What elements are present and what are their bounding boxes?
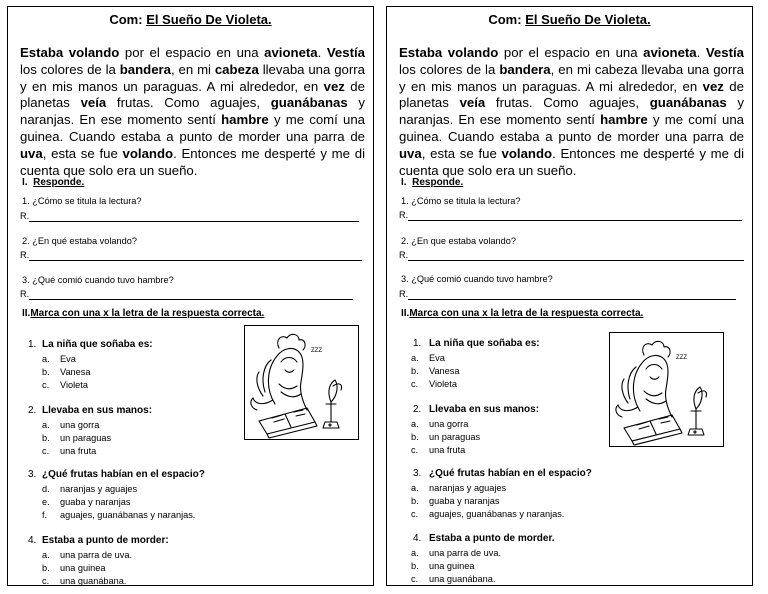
story-keyword: guanábanas (649, 95, 727, 111)
answer-line-1[interactable] (408, 220, 742, 221)
mc-option-letter: a. (42, 550, 50, 560)
title-text: El Sueño De Violeta. (525, 12, 651, 27)
mc-option-text: guaba y naranjas (429, 495, 500, 506)
mc-question-number: 4. (28, 535, 37, 546)
mc-question-number: 2. (413, 404, 422, 415)
mc-option-text: una gorra (429, 419, 469, 429)
mc-option-text: Vanesa (60, 366, 91, 377)
mc-question-4 (413, 533, 555, 544)
sleeping-girl-drawing (245, 326, 358, 439)
answer-label: R. (20, 250, 30, 260)
question-text: ¿Qué comió cuando tuvo hambre? (29, 275, 174, 285)
section-1-heading (22, 177, 84, 188)
section-2-number: II. (401, 308, 410, 319)
mc-option-text: una fruta (60, 445, 97, 456)
mc-option-letter: c. (411, 444, 419, 455)
story-keyword: uva (20, 145, 43, 161)
section-1-number: I. (22, 177, 28, 188)
mc-option-letter: b. (411, 560, 419, 571)
mc-option[interactable] (42, 575, 132, 588)
mc-options (411, 418, 480, 456)
mc-option-letter: a. (411, 483, 419, 493)
mc-option-text: una guinea (429, 560, 475, 571)
title-prefix: Com: (109, 12, 147, 27)
question-text: ¿Cómo se titula la lectura? (408, 196, 521, 206)
mc-option-text: Violeta (429, 378, 457, 389)
mc-option-text: una parra de uva. (429, 548, 502, 558)
question-number: 2. (22, 236, 30, 246)
mc-option-letter: c. (42, 379, 50, 390)
mc-option-text: guaba y naranjas (60, 496, 131, 507)
story-text: y naranjas. En ese momento sentí (399, 95, 744, 128)
mc-question-number: 1. (28, 339, 37, 350)
question-number: 1. (22, 196, 30, 206)
section-1-label: Responde. (33, 177, 85, 188)
section-2-label: Marca con una x la letra de la respuesta correcta. (30, 308, 265, 319)
question-text: ¿Cómo se titula la lectura? (29, 196, 142, 206)
sleeping-girl-illustration (609, 332, 724, 447)
mc-option-letter: a. (42, 420, 50, 430)
story-text: . Entonces me desperté y me di cuenta que solo era un sueño. (399, 145, 744, 178)
answer-label: R. (399, 289, 409, 299)
story-keyword: bandera (499, 61, 551, 77)
mc-option-text: Vanesa (429, 365, 460, 376)
mc-option[interactable] (411, 573, 501, 586)
mc-option-text: una fruta (429, 444, 466, 455)
story-keyword: hambre (221, 112, 269, 128)
mc-option-text: naranjas y aguajes (429, 483, 507, 493)
story-text: . (317, 45, 327, 60)
mc-question-2 (413, 404, 539, 415)
story-text: los colores de la (399, 61, 500, 77)
mc-option-letter: c. (42, 445, 50, 456)
mc-option[interactable] (411, 495, 564, 508)
story-keyword: Vestía (705, 45, 744, 60)
mc-option[interactable] (42, 509, 195, 522)
question-3 (401, 274, 553, 284)
story-text: de planetas (399, 78, 744, 111)
mc-options (42, 419, 111, 457)
mc-option-letter: a. (42, 354, 50, 364)
mc-option[interactable] (411, 378, 459, 391)
mc-question-1 (413, 338, 540, 349)
worksheet-panel-2 (386, 6, 753, 586)
story-text: y me comí una guinea. Cuando estaba a punto de morder una parra de (399, 112, 744, 144)
mc-question-4 (28, 535, 169, 546)
story-keyword: vez (702, 78, 724, 94)
mc-option[interactable] (411, 431, 480, 444)
mc-option-text: aguajes, guanábanas y naranjas. (60, 509, 196, 520)
story-paragraph (399, 45, 744, 179)
story-text: por el espacio en una (119, 45, 265, 60)
mc-options (42, 353, 90, 391)
mc-option-text: una guanábana. (60, 575, 127, 586)
mc-option-letter: c. (411, 508, 419, 519)
mc-question-text: La niña que soñaba es: (42, 339, 153, 350)
story-text: , en mi cabeza llevaba una gorra y en mis manos un paraguas. A mi alrededor, en (399, 61, 744, 94)
mc-option-letter: b. (411, 431, 419, 442)
mc-option-letter: c. (411, 378, 419, 389)
mc-question-2 (28, 405, 152, 416)
story-text: . Entonces me desperté y me di cuenta que solo era un sueño. (20, 145, 365, 178)
section-1-number: I. (401, 177, 407, 188)
story-text: por el espacio en una (498, 45, 644, 60)
story-keyword: volando (501, 145, 553, 161)
mc-option[interactable] (411, 547, 501, 560)
section-1-heading (401, 177, 463, 188)
story-text: . (696, 45, 706, 60)
mc-option-text: aguajes, guanábanas y naranjas. (429, 508, 565, 519)
story-text: , esta se fue (42, 145, 123, 161)
mc-question-text: Estaba a punto de morder: (42, 535, 169, 546)
story-keyword: Estaba volando (399, 45, 499, 60)
section-2-label: Marca con una x la letra de la respuesta correcta. (409, 308, 644, 319)
mc-option-letter: d. (42, 484, 50, 494)
mc-option-letter: c. (42, 575, 50, 586)
story-text: los colores de la (20, 61, 120, 77)
mc-options (411, 352, 459, 390)
question-2 (401, 236, 516, 246)
answer-line-1[interactable] (29, 221, 359, 222)
question-number: 3. (22, 275, 30, 285)
mc-option-text: naranjas y aguajes (60, 484, 138, 494)
story-keyword: vez (323, 78, 345, 94)
story-keyword: guanábanas (270, 95, 348, 111)
mc-option[interactable] (42, 483, 195, 496)
question-3 (22, 275, 174, 285)
mc-option[interactable] (411, 508, 564, 521)
story-keyword: cabeza (214, 61, 259, 77)
story-keyword: Vestía (326, 45, 365, 60)
mc-option[interactable] (42, 353, 90, 366)
answer-line-3[interactable] (408, 299, 736, 300)
story-text: , en mi (171, 61, 215, 77)
mc-question-number: 4. (413, 533, 422, 544)
mc-option-letter: b. (42, 562, 50, 573)
mc-question-number: 2. (28, 405, 37, 416)
story-keyword: uva (399, 145, 422, 161)
mc-option[interactable] (42, 419, 111, 432)
answer-line-2[interactable] (29, 260, 362, 261)
worksheet-panel-1 (7, 6, 374, 586)
story-keyword: volando (122, 145, 174, 161)
mc-question-text: ¿Qué frutas habían en el espacio? (42, 469, 205, 480)
mc-option-letter: b. (411, 495, 419, 506)
question-text: ¿En que estaba volando? (408, 236, 516, 246)
answer-label: R. (20, 211, 30, 221)
title-text: El Sueño De Violeta. (146, 12, 272, 27)
mc-option[interactable] (42, 432, 111, 445)
mc-question-text: La niña que soñaba es: (429, 338, 540, 349)
mc-option-text: un paraguas (60, 432, 112, 443)
mc-question-text: Estaba a punto de morder. (429, 533, 555, 544)
mc-options (42, 483, 195, 521)
question-1 (401, 196, 521, 206)
mc-option-letter: a. (411, 419, 419, 429)
sleeping-girl-illustration (244, 325, 359, 440)
story-text: frutas. Como aguajes, (485, 95, 650, 111)
question-2 (22, 236, 137, 246)
question-number: 3. (401, 274, 409, 284)
mc-option-text: una guanábana. (429, 573, 496, 584)
mc-option-text: una parra de uva. (60, 550, 133, 560)
story-keyword: veía (80, 95, 107, 111)
question-text: ¿En qué estaba volando? (29, 236, 137, 246)
story-text: y me comí una guinea. Cuando estaba a punto de morder una parra de (20, 112, 365, 144)
story-text: frutas. Como aguajes, (106, 95, 271, 111)
story-keyword: hambre (600, 112, 648, 128)
mc-option-text: Violeta (60, 379, 88, 390)
answer-label: R. (399, 250, 409, 260)
story-keyword: veía (459, 95, 486, 111)
worksheet-title (8, 12, 373, 27)
mc-question-number: 3. (28, 469, 37, 480)
mc-option[interactable] (42, 445, 111, 458)
mc-option-text: Eva (60, 354, 76, 364)
zzz-text: ZZZ (311, 348, 322, 354)
story-keyword: bandera (119, 61, 172, 77)
mc-option[interactable] (411, 365, 459, 378)
mc-question-3 (413, 468, 592, 479)
mc-question-3 (28, 469, 205, 480)
mc-option-text: un paraguas (429, 431, 481, 442)
question-text: ¿Qué comió cuando tuvo hambre? (408, 274, 553, 284)
story-text: de planetas (20, 78, 365, 111)
mc-question-text: Llevaba en sus manos: (42, 405, 153, 416)
question-number: 1. (401, 196, 409, 206)
mc-options (42, 549, 132, 587)
sleeping-girl-drawing (610, 333, 723, 446)
story-paragraph (20, 45, 365, 179)
mc-option-letter: b. (42, 432, 50, 443)
answer-line-2[interactable] (408, 260, 744, 261)
mc-option[interactable] (42, 562, 132, 575)
mc-option-letter: e. (42, 496, 50, 507)
story-text: llevaba una gorra y en mis manos un paraguas. A mi alrededor, en (20, 61, 365, 94)
mc-question-number: 3. (413, 468, 422, 479)
mc-option-letter: b. (42, 366, 50, 377)
section-2-heading (401, 308, 643, 319)
zzz-text: ZZZ (676, 355, 687, 361)
section-1-label: Responde. (412, 177, 464, 188)
mc-option[interactable] (42, 549, 132, 562)
mc-option-letter: a. (411, 548, 419, 558)
mc-option[interactable] (411, 482, 564, 495)
mc-option[interactable] (411, 352, 459, 365)
story-text: , esta se fue (421, 145, 502, 161)
question-1 (22, 196, 142, 206)
mc-option[interactable] (42, 379, 90, 392)
answer-label: R. (20, 289, 30, 299)
mc-question-number: 1. (413, 338, 422, 349)
answer-line-3[interactable] (29, 299, 353, 300)
mc-option[interactable] (411, 444, 480, 457)
story-keyword: avioneta (643, 45, 697, 60)
mc-option[interactable] (411, 560, 501, 573)
mc-option[interactable] (42, 366, 90, 379)
mc-options (411, 482, 564, 520)
mc-option-text: una guinea (60, 562, 106, 573)
story-keyword: avioneta (264, 45, 318, 60)
story-text: y naranjas. En ese momento sentí (20, 95, 365, 128)
mc-option[interactable] (42, 496, 195, 509)
mc-question-1 (28, 339, 153, 350)
mc-question-text: ¿Qué frutas habían en el espacio? (429, 468, 592, 479)
question-number: 2. (401, 236, 409, 246)
mc-option-letter: c. (411, 573, 419, 584)
mc-option-letter: f. (42, 509, 48, 520)
mc-option-letter: b. (411, 365, 419, 376)
mc-option[interactable] (411, 418, 480, 431)
mc-options (411, 547, 501, 585)
section-2-number: II. (22, 308, 31, 319)
title-prefix: Com: (488, 12, 526, 27)
section-2-heading (22, 308, 264, 319)
mc-option-text: una gorra (60, 420, 100, 430)
mc-option-text: Eva (429, 353, 445, 363)
worksheet-title (387, 12, 752, 27)
mc-question-text: Llevaba en sus manos: (429, 404, 540, 415)
mc-option-letter: a. (411, 353, 419, 363)
story-keyword: Estaba volando (20, 45, 120, 60)
answer-label: R. (399, 210, 409, 220)
